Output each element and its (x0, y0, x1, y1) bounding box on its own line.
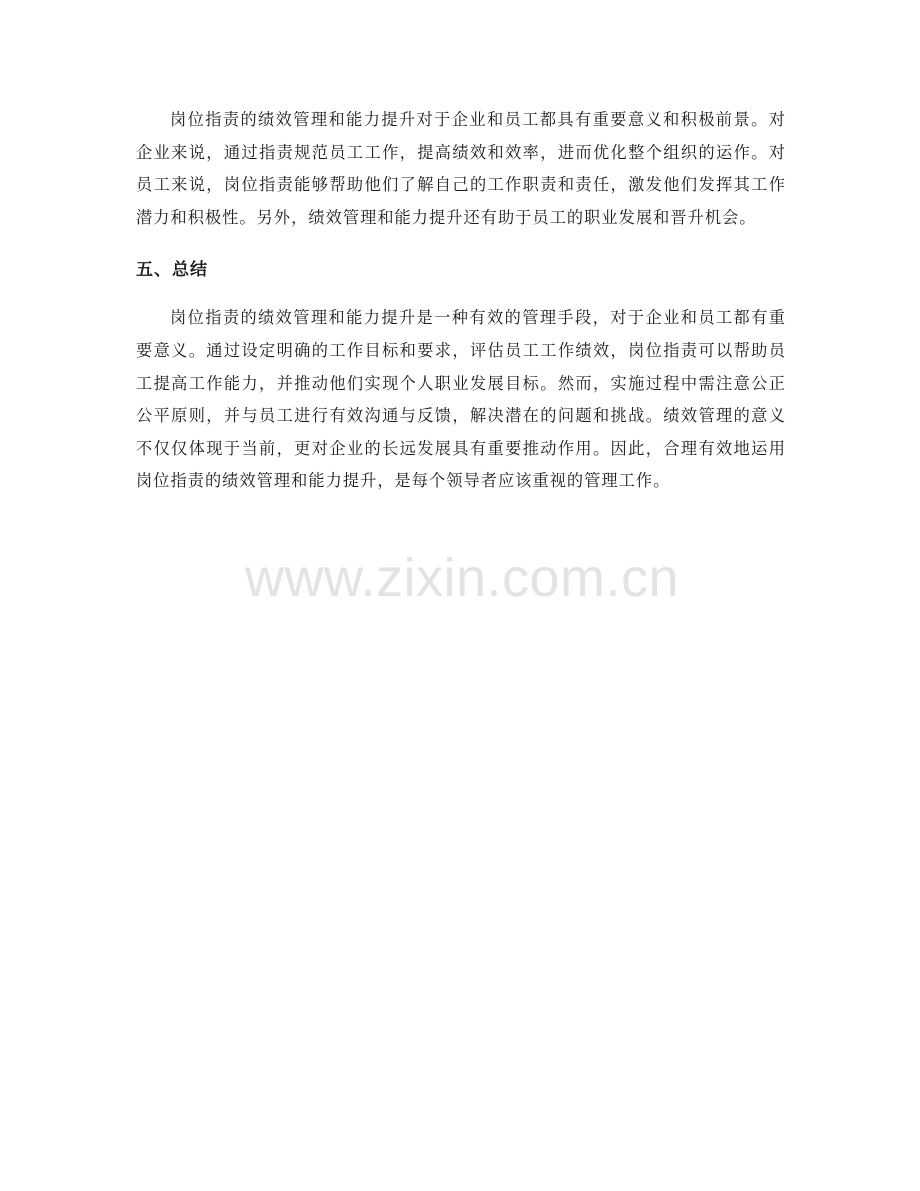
paragraph-summary: 岗位指责的绩效管理和能力提升是一种有效的管理手段，对于企业和员工都有重要意义。通过设定明确的工作目标和要求，评估员工工作绩效，岗位指责可以帮助员工提高工作能力，并推动他们实现个人职业发展目标。然而，实施过程中需注意公正公平原则，并与员工进行有效沟通与反馈，解决潜在的问题和挑战。绩效管理的意义不仅仅体现于当前，更对企业的长远发展具有重要推动作用。因此，合理有效地运用岗位指责的绩效管理和能力提升，是每个领导者应该重视的管理工作。 (136, 308, 786, 491)
document-body (136, 104, 786, 498)
section-heading-summary: 五、总结 (136, 260, 208, 281)
paragraph-intro: 岗位指责的绩效管理和能力提升对于企业和员工都具有重要意义和积极前景。对企业来说，通过指责规范员工工作，提高绩效和效率，进而优化整个组织的运作。对员工来说，岗位指责能够帮助他们了解自己的工作职责和责任，激发他们发挥其工作潜力和积极性。另外，绩效管理和能力提升还有助于员工的职业发展和晋升机会。 (136, 110, 786, 227)
watermark-text: www.zixin.com.cn (244, 548, 680, 608)
